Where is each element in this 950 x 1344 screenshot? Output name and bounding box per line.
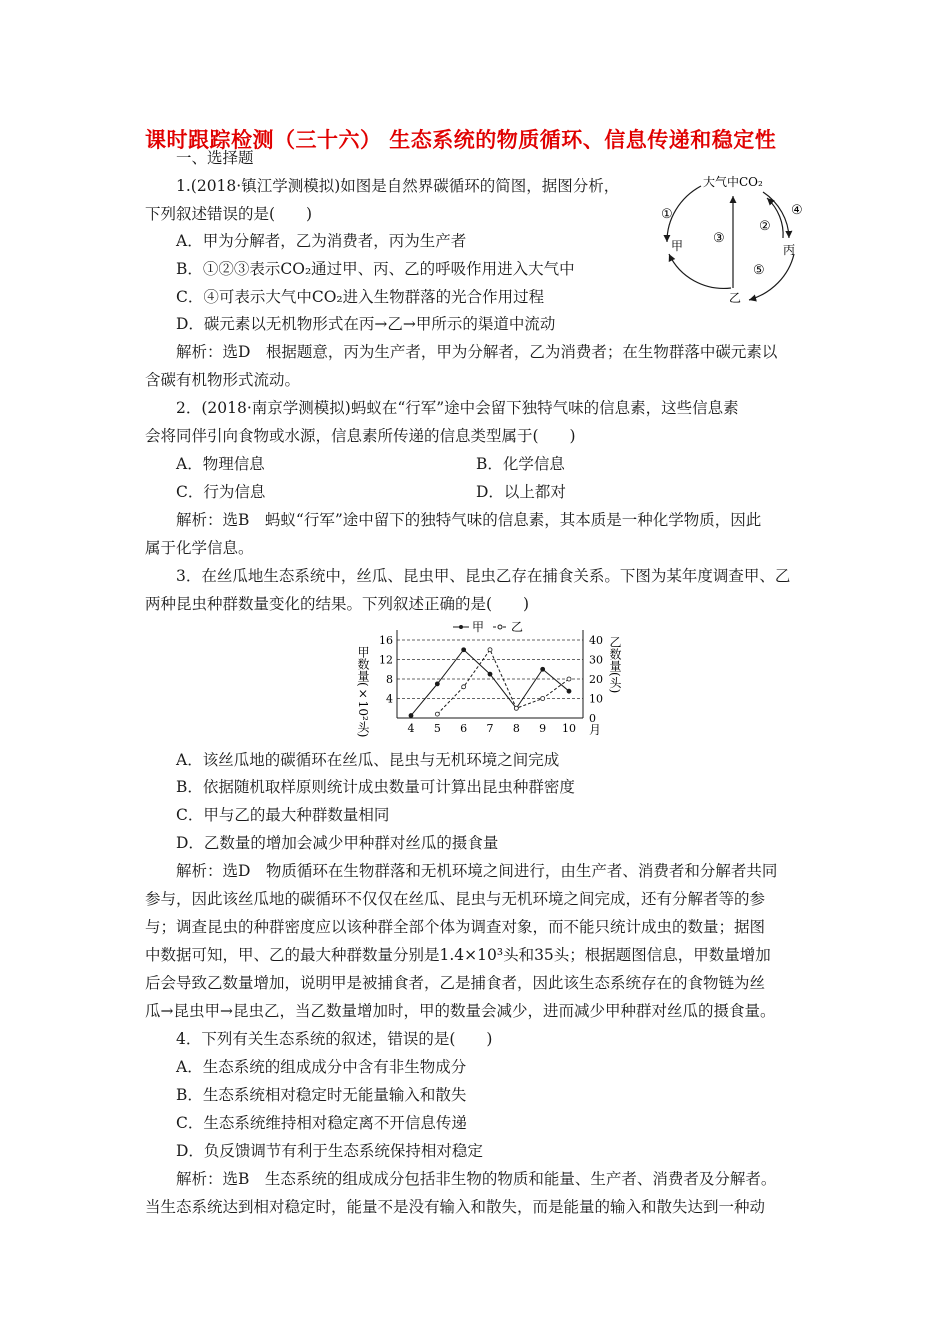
data-point-yi: [514, 706, 518, 710]
q1-option-d: D．碳元素以无机物形式在丙→乙→甲所示的渠道中流动: [176, 315, 556, 333]
q4-stem-line1: 4．下列有关生态系统的叙述，错误的是( ): [176, 1030, 493, 1048]
left-tick-labels: [379, 634, 393, 706]
num-4: ④: [791, 203, 803, 218]
q4-option-d: D．负反馈调节有利于生态系统保持相对稳定: [176, 1142, 483, 1160]
q4-option-b: B．生态系统相对稳定时无能量输入和散失: [176, 1086, 467, 1104]
q3-answer-line4: 中数据可知，甲、乙的最大种群数量分别是1.4×10³头和35头；根据题图信息，甲数量增加: [145, 946, 771, 964]
left-tick-label: 4: [386, 692, 393, 706]
num-5: ⑤: [753, 263, 765, 278]
label-atmosphere-co2: 大气中CO₂: [703, 175, 763, 189]
data-point-jia: [462, 648, 466, 652]
right-tick-label: 30: [589, 653, 603, 667]
legend-yi-label: 乙: [511, 620, 524, 634]
q1-stem-line1: 1.(2018·镇江学测模拟)如图是自然界碳循环的简图，据图分析，: [176, 177, 620, 195]
x-tick-label: 10: [562, 722, 576, 735]
q2-stem-line1: 2．(2018·南京学测模拟)蚂蚁在“行军”途中会留下独特气味的信息素，这些信息素: [176, 399, 739, 417]
data-point-yi: [435, 712, 439, 716]
data-point-yi: [462, 685, 466, 689]
left-tick-label: 12: [379, 653, 393, 667]
data-point-jia: [541, 667, 545, 671]
q3-answer-line2: 参与，因此该丝瓜地的碳循环不仅仅在丝瓜、昆虫与无机环境之间完成，还有分解者等的参: [145, 890, 766, 908]
q2-answer-line1: 解析：选B 蚂蚁“行军”途中留下的独特气味的信息素，其本质是一种化学物质，因此: [176, 511, 762, 529]
q4-answer-line1: 解析：选B 生态系统的组成成分包括非生物的物质和能量、生产者、消费者及分解者。: [176, 1170, 777, 1188]
left-axis-label: 甲数量(×10²头): [356, 646, 370, 738]
right-tick-label: 40: [589, 634, 603, 647]
data-point-jia: [409, 714, 413, 718]
data-point-yi: [567, 677, 571, 681]
q1-option-a: A．甲为分解者，乙为消费者，丙为生产者: [176, 232, 467, 250]
q3-option-d: D．乙数量的增加会减少甲种群对丝瓜的摄食量: [176, 834, 499, 852]
q1-stem-line2: 下列叙述错误的是( ): [145, 205, 313, 223]
data-point-yi: [488, 648, 492, 652]
left-tick-label: 16: [379, 634, 393, 647]
q4-option-a: A．生态系统的组成成分中含有非生物成分: [176, 1058, 467, 1076]
x-axis-label: 月: [589, 723, 602, 737]
page-title: 课时跟踪检测（三十六） 生态系统的物质循环、信息传递和稳定性: [145, 127, 777, 152]
q2-option-c: C．行为信息: [176, 483, 266, 501]
label-jia: 甲: [671, 239, 684, 253]
q3-stem-line1: 3．在丝瓜地生态系统中，丝瓜、昆虫甲、昆虫乙存在捕食关系。下图为某年度调查甲、乙: [176, 567, 791, 585]
data-point-jia: [435, 682, 439, 686]
x-tick-label: 4: [407, 722, 415, 735]
q2-option-d: D．以上都对: [476, 483, 566, 501]
right-tick-labels: [589, 634, 603, 725]
q2-answer-line2: 属于化学信息。: [145, 539, 254, 557]
right-tick-label: 10: [589, 692, 603, 706]
right-tick-label: 0: [589, 712, 596, 725]
data-point-jia: [488, 672, 492, 676]
right-axis-label: 乙数量(头): [608, 636, 622, 694]
data-point-jia: [567, 689, 571, 693]
q3-answer-line1: 解析：选D 物质循环在生物群落和无机环境之间进行，由生产者、消费者和分解者共同: [176, 862, 778, 880]
q1-answer-line2: 含碳有机物形式流动。: [145, 371, 301, 389]
label-yi: 乙: [729, 291, 742, 305]
q3-answer-line5: 后会导致乙数量增加，说明甲是被捕食者，乙是捕食者，因此该生态系统存在的食物链为丝: [145, 974, 766, 992]
num-3: ③: [713, 231, 725, 246]
q3-answer-line6: 瓜→昆虫甲→昆虫乙，当乙数量增加时，甲的数量会减少，进而减少甲种群对丝瓜的摄食量。: [145, 1002, 776, 1020]
q3-option-b: B．依据随机取样原则统计成虫数量可计算出昆虫种群密度: [176, 778, 575, 796]
q1-option-b: B．①②③表示CO₂通过甲、丙、乙的呼吸作用进入大气中: [176, 260, 575, 278]
q3-answer-line3: 与；调查昆虫的种群密度应以该种群全部个体为调查对象，而不能只统计成虫的数量；据图: [145, 918, 766, 936]
q2-stem-line2: 会将同伴引向食物或水源，信息素所传递的信息类型属于( ): [145, 427, 576, 445]
left-tick-label: 8: [386, 673, 393, 686]
q4-option-c: C．生态系统维持相对稳定离不开信息传递: [176, 1114, 467, 1132]
x-tick-label: 6: [460, 722, 468, 735]
q2-option-a: A．物理信息: [176, 455, 265, 473]
q3-stem-line2: 两种昆虫种群数量变化的结果。下列叙述正确的是( ): [145, 595, 530, 613]
q4-answer-line2: 当生态系统达到相对稳定时，能量不是没有输入和散失，而是能量的输入和散失达到一种动: [145, 1198, 766, 1216]
chart-legend: [453, 620, 523, 634]
q3-option-c: C．甲与乙的最大种群数量相同: [176, 806, 390, 824]
q2-option-b: B．化学信息: [476, 455, 565, 473]
q3-option-a: A．该丝瓜地的碳循环在丝瓜、昆虫与无机环境之间完成: [176, 751, 560, 769]
label-bing: 丙: [783, 243, 796, 257]
legend-jia-marker: [459, 625, 463, 629]
chart-series: [409, 648, 571, 718]
right-tick-label: 20: [589, 673, 603, 686]
x-tick-label: 9: [539, 722, 547, 735]
num-1: ①: [661, 207, 673, 222]
section-heading: 一、选择题: [176, 149, 254, 167]
x-tick-label: 5: [433, 722, 441, 735]
q1-option-c: C．④可表示大气中CO₂进入生物群落的光合作用过程: [176, 288, 545, 306]
data-point-yi: [541, 697, 545, 701]
carbon-cycle-diagram: [655, 170, 815, 320]
num-2: ②: [759, 219, 771, 234]
x-tick-labels: [408, 722, 577, 735]
q1-answer-line1: 解析：选D 根据题意，丙为生产者，甲为分解者，乙为消费者；在生物群落中碳元素以: [176, 343, 778, 361]
legend-yi-marker: [498, 625, 502, 629]
x-tick-label: 8: [512, 722, 520, 735]
x-tick-label: 7: [486, 722, 494, 735]
population-line-chart: [355, 618, 625, 738]
legend-jia-label: 甲: [472, 620, 485, 634]
arrow-yi-to-jia: [669, 254, 731, 288]
